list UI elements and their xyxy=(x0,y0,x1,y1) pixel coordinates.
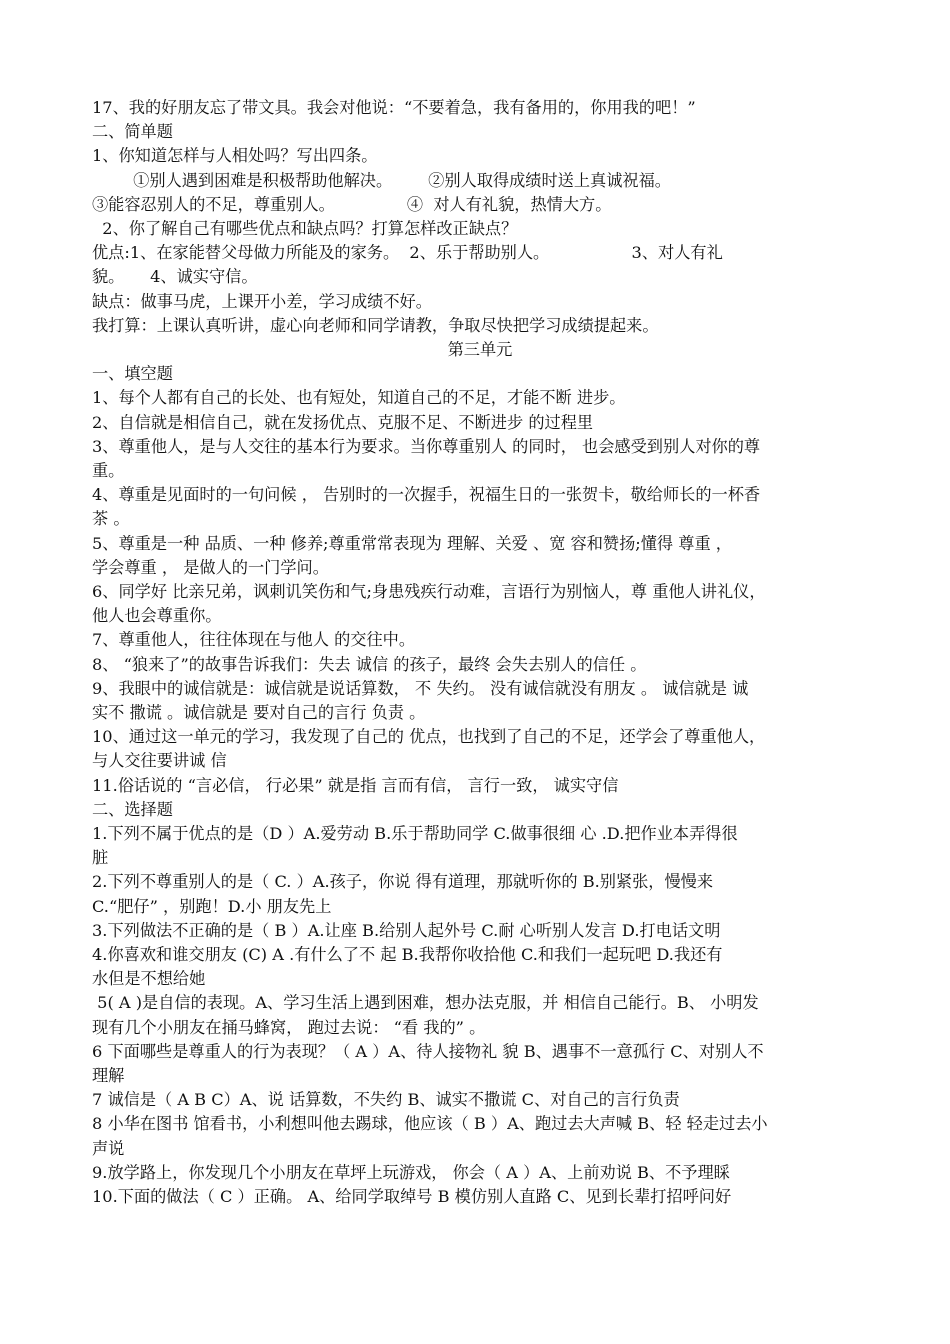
text-line: 1、每个人都有自己的长处、也有短处，知道自己的不足，才能不断 进步。 xyxy=(92,388,626,407)
text-line: 二、简单题 xyxy=(92,122,173,141)
text-line: 2.下列不尊重别人的是（ C. ）A.孩子，你说 得有道理，那就听你的 B.别紧张，慢慢来 xyxy=(92,872,714,891)
text-line: 4、尊重是见面时的一句问候 ， 告别时的一次握手，祝福生日的一张贺卡，敬给师长的一杯香 xyxy=(92,485,761,504)
text-line: 声说 xyxy=(92,1139,125,1158)
text-line: 缺点：做事马虎，上课开小差，学习成绩不好。 xyxy=(92,292,432,311)
text-line: 11.俗话说的 “言必信， 行必果” 就是指 言而有信， 言行一致， 诚实守信 xyxy=(92,776,619,795)
text-line: 理解 xyxy=(92,1066,125,1085)
text-line: 学会尊重 ， 是做人的一门学问。 xyxy=(92,558,329,577)
text-line: 优点:1、在家能替父母做力所能及的家务。 2、乐于帮助别人。 3、对人有礼 xyxy=(92,243,723,262)
text-line: 我打算：上课认真听讲，虚心向老师和同学请教，争取尽快把学习成绩提起来。 xyxy=(92,316,659,335)
text-line: 8、 “狼来了”的故事告诉我们：失去 诚信 的孩子，最终 会失去别人的信任 。 xyxy=(92,655,647,674)
text-line: 1.下列不属于优点的是（D ）A.爱劳动 B.乐于帮助同学 C.做事很细 心 .D.把作业本弄得很 xyxy=(92,824,738,843)
text-line: 10、通过这一单元的学习，我发现了自己的 优点，也找到了自己的不足，还学会了尊重他人， xyxy=(92,727,766,746)
text-line: 茶 。 xyxy=(92,509,130,528)
text-line: 2、你了解自己有哪些优点和缺点吗？打算怎样改正缺点？ xyxy=(92,219,518,238)
text-line: 与人交往要讲诚 信 xyxy=(92,751,227,770)
text-line: 二、选择题 xyxy=(92,800,173,819)
text-line: 7 诚信是（ A B C）A、说 话算数，不失约 B、诚实不撒谎 C、对自己的言行负责 xyxy=(92,1090,680,1109)
text-line: 4.你喜欢和谁交朋友 (C) A .有什么了不 起 B.我帮你收拾他 C.和我们一起玩吧 D.我还有 xyxy=(92,945,723,964)
text-line: 6、同学好 比亲兄弟，讽刺讥笑伤和气;身患残疾行动难，言语行为别恼人，尊 重他人讲礼仪， xyxy=(92,582,766,601)
text-line: 水但是不想给她 xyxy=(92,969,206,988)
text-line: 貌。 4、诚实守信。 xyxy=(92,267,258,286)
text-line: 3.下列做法不正确的是（ B ）A.让座 B.给别人起外号 C.耐 心听别人发言 D.打电话文明 xyxy=(92,921,721,940)
section-heading: 第三单元 xyxy=(447,340,513,359)
text-line: 实不 撒谎 。诚信就是 要对自己的言行 负责 。 xyxy=(92,703,426,722)
text-line: 重。 xyxy=(92,461,125,480)
text-line: 8 小华在图书 馆看书，小利想叫他去踢球，他应该（ B ）A、跑过去大声喊 B、轻 轻走过去小 xyxy=(92,1114,768,1133)
text-line: 5( A )是自信的表现。A、学习生活上遇到困难，想办法克服，并 相信自己能行。B、 小明发 xyxy=(92,993,759,1012)
text-line: ①别人遇到困难是积极帮助他解决。 ②别人取得成绩时送上真诚祝福。 xyxy=(92,171,671,190)
text-line: 7、尊重他人，往往体现在与他人 的交往中。 xyxy=(92,630,416,649)
text-line: 脏 xyxy=(92,848,109,867)
text-line: 2、自信就是相信自己，就在发扬优点、克服不足、不断进步 的过程里 xyxy=(92,413,594,432)
text-line: 3、尊重他人，是与人交往的基本行为要求。当你尊重别人 的同时， 也会感受到别人对你的尊 xyxy=(92,437,761,456)
text-line: 6 下面哪些是尊重人的行为表现？（ A ）A、待人接物礼 貌 B、遇事不一意孤行 C、对别人不 xyxy=(92,1042,764,1061)
text-line: 5、尊重是一种 品质、一种 修养;尊重常常表现为 理解、关爱 、宽 容和赞扬;懂得 尊重 ， xyxy=(92,534,732,553)
text-line: 17、我的好朋友忘了带文具。我会对他说：“不要着急，我有备用的，你用我的吧！” xyxy=(92,98,696,117)
text-line: 他人也会尊重你。 xyxy=(92,606,222,625)
text-line: 9.放学路上，你发现几个小朋友在草坪上玩游戏， 你会（ A ）A、上前劝说 B、不予理睬 xyxy=(92,1163,730,1182)
text-line: C.“肥仔” ，别跑！D.小 朋友先上 xyxy=(92,897,332,916)
text-line: ③能容忍别人的不足，尊重别人。 ④ 对人有礼貌，热情大方。 xyxy=(92,195,612,214)
text-line: 9、我眼中的诚信就是：诚信就是说话算数， 不 失约。 没有诚信就没有朋友 。 诚信就是 诚 xyxy=(92,679,749,698)
text-line: 现有几个小朋友在捅马蜂窝， 跑过去说： “看 我的” 。 xyxy=(92,1018,486,1037)
text-line: 一、填空题 xyxy=(92,364,173,383)
text-line: 1、你知道怎样与人相处吗？写出四条。 xyxy=(92,146,378,165)
text-line: 10.下面的做法（ C ）正确。 A、给同学取绰号 B 模仿别人直路 C、见到长辈打招呼问好 xyxy=(92,1187,732,1206)
